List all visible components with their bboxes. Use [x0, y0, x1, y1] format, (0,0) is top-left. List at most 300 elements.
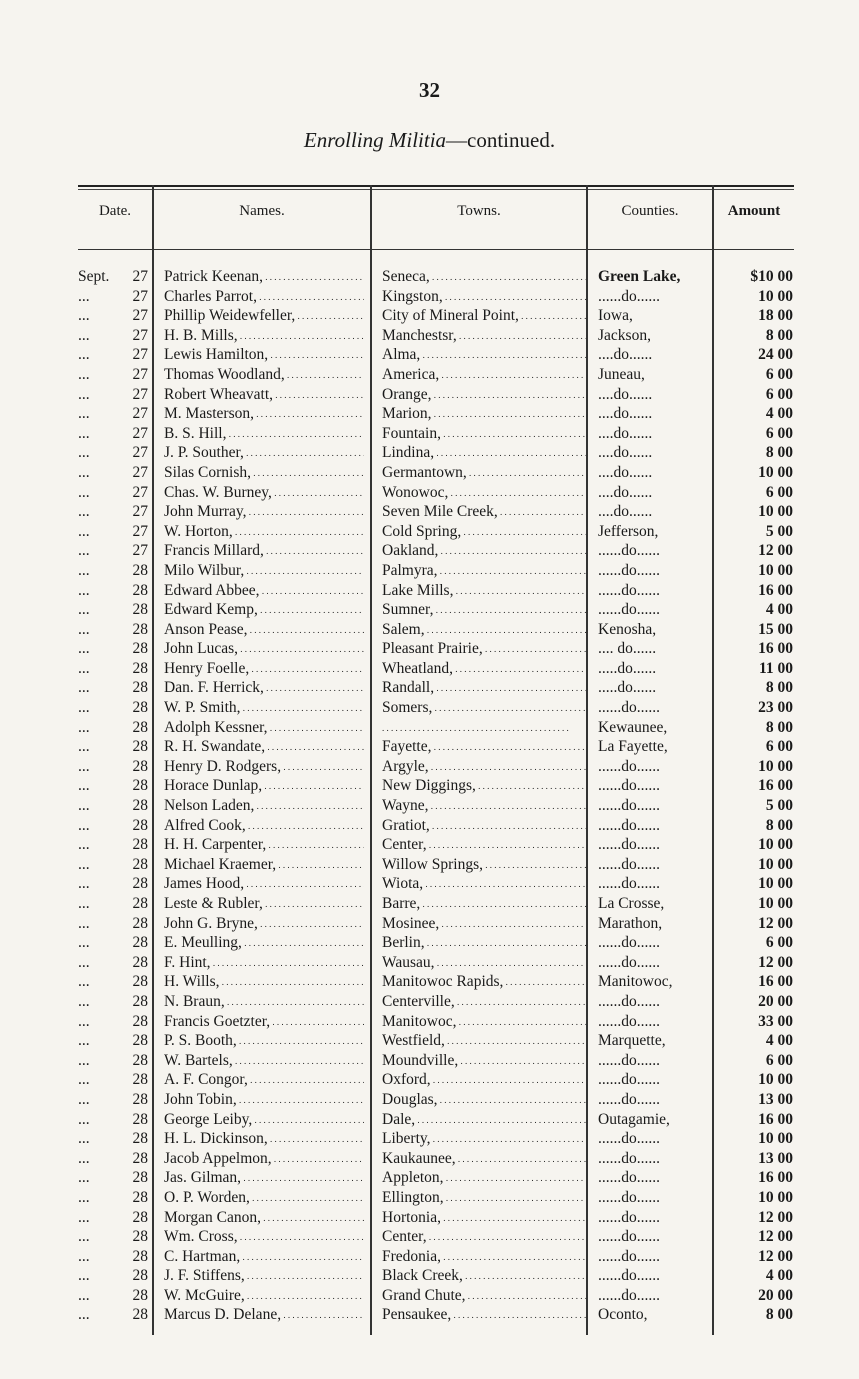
amount-cell: 8 00 — [765, 679, 793, 697]
table-row — [78, 1227, 794, 1247]
county-cell: Green Lake, — [598, 268, 681, 285]
town-cell: Oxford, . . . — [382, 1070, 586, 1091]
name-cell: Patrick Keenan, . . . — [164, 267, 364, 288]
name-cell: Leste & Rubler, . . . — [164, 894, 364, 915]
county-cell: ......do...... — [598, 777, 660, 795]
table-row — [78, 600, 794, 620]
date-day-cell: 28 — [132, 895, 148, 912]
date-day-cell: 28 — [132, 816, 148, 834]
county-cell: ......do...... — [598, 1267, 660, 1285]
amount-cell: 10 00 — [758, 757, 793, 775]
amount-cell: 16 00 — [758, 1169, 793, 1187]
county-cell: ......do...... — [598, 1247, 660, 1265]
town-cell: Grand Chute, . . . — [382, 1286, 586, 1307]
table-row — [78, 718, 794, 738]
amount-cell: 13 00 — [758, 1149, 793, 1167]
page-title-main: Enrolling Militia — [303, 128, 447, 152]
amount-cell: 10 00 — [758, 875, 793, 893]
county-cell: ....do...... — [598, 444, 653, 462]
date-day-cell: 28 — [132, 679, 148, 697]
amount-cell: 12 00 — [758, 1208, 793, 1226]
date-day-cell: 28 — [132, 1012, 148, 1030]
amount-cell: 4 00 — [765, 1032, 793, 1050]
name-cell: John G. Bryne, . . . — [164, 914, 364, 935]
date-month-cell: ... — [78, 718, 90, 736]
date-day-cell: 28 — [132, 992, 148, 1010]
county-cell: Jackson, — [598, 326, 651, 344]
date-day-cell: 27 — [132, 346, 148, 364]
date-month-cell: ... — [78, 1247, 90, 1265]
name-cell: Morgan Canon, . . . — [164, 1208, 364, 1229]
date-day-cell: 27 — [132, 287, 148, 305]
county-cell: ......do...... — [598, 1286, 660, 1304]
table-row — [78, 365, 794, 385]
county-cell: ......do...... — [598, 1208, 660, 1226]
date-day-cell: 27 — [132, 268, 148, 285]
county-cell: .....do...... — [598, 659, 657, 677]
date-day-cell: 28 — [132, 953, 148, 971]
date-month-cell: ... — [78, 797, 90, 815]
date-month-cell: ... — [78, 699, 90, 717]
name-cell: W. P. Smith, . . . — [164, 698, 364, 719]
name-cell: J. F. Stiffens, . . . — [164, 1266, 364, 1287]
amount-cell: 12 00 — [758, 914, 793, 932]
county-cell: ......do...... — [598, 581, 660, 599]
amount-cell: 10 00 — [758, 561, 793, 579]
town-cell: Ellington, . . . — [382, 1188, 586, 1209]
name-cell: James Hood, . . . — [164, 874, 364, 895]
name-cell: Wm. Cross, . . . — [164, 1227, 364, 1248]
amount-cell: 4 00 — [765, 405, 793, 423]
amount-cell: 6 00 — [765, 934, 793, 952]
amount-cell: 10 00 — [758, 1188, 793, 1206]
amount-cell: 11 00 — [758, 659, 793, 677]
county-cell: ......do...... — [598, 1051, 660, 1069]
date-day-cell: 28 — [132, 1149, 148, 1167]
date-month-cell: ... — [78, 1130, 90, 1148]
table-row — [78, 620, 794, 640]
date-day-cell: 28 — [132, 620, 148, 638]
date-month-cell: ... — [78, 522, 90, 540]
date-month-cell: ... — [78, 1306, 90, 1324]
date-day-cell: 28 — [132, 875, 148, 893]
town-cell: Pensaukee, . . . — [382, 1305, 586, 1326]
name-cell: Horace Dunlap, . . . — [164, 776, 364, 797]
town-cell: Lake Mills, . . . — [382, 581, 586, 602]
table-row — [78, 1247, 794, 1267]
date-day-cell: 27 — [132, 463, 148, 481]
amount-cell: 12 00 — [758, 953, 793, 971]
date-day-cell: 27 — [132, 385, 148, 403]
town-cell: Gratiot, . . . — [382, 816, 586, 837]
name-cell: M. Masterson, . . . — [164, 404, 364, 425]
amount-cell: 33 00 — [758, 1012, 793, 1030]
name-cell: Chas. W. Burney, . . . — [164, 483, 364, 504]
town-cell: America, . . . — [382, 365, 586, 386]
town-cell: Kaukaunee, . . . — [382, 1149, 586, 1170]
table-row — [78, 953, 794, 973]
town-cell: Randall, . . . — [382, 678, 586, 699]
town-cell: Germantown, . . . — [382, 463, 586, 484]
date-month-cell: ... — [78, 365, 90, 383]
town-cell: Palmyra, . . . — [382, 561, 586, 582]
page-number: 32 — [419, 78, 440, 102]
town-cell: Center, . . . — [382, 835, 586, 856]
name-cell: Phillip Weidewfeller, . . . — [164, 306, 364, 327]
county-cell: ......do...... — [598, 287, 660, 305]
amount-cell: 6 00 — [765, 1051, 793, 1069]
date-day-cell: 28 — [132, 640, 148, 658]
date-month-cell: ... — [78, 561, 90, 579]
amount-cell: 8 00 — [765, 326, 793, 344]
header-amount: Amount — [727, 203, 781, 219]
date-day-cell: 28 — [132, 1169, 148, 1187]
amount-cell: 18 00 — [758, 307, 793, 325]
date-month-cell: ... — [78, 816, 90, 834]
town-cell: Willow Springs, . . . — [382, 855, 586, 876]
date-month-cell: ... — [78, 738, 90, 756]
town-cell: Lindina, . . . — [382, 443, 586, 464]
date-month-cell: ... — [78, 307, 90, 325]
town-cell: Fountain, . . . — [382, 424, 586, 445]
date-month-cell: ... — [78, 1169, 90, 1187]
county-cell: ......do...... — [598, 1130, 660, 1148]
town-cell: Douglas, . . . — [382, 1090, 586, 1111]
table-top-rule — [78, 185, 794, 187]
town-cell: Black Creek, . . . — [382, 1266, 586, 1287]
header-date: Date. — [98, 203, 132, 219]
name-cell: John Tobin, . . . — [164, 1090, 364, 1111]
date-day-cell: 28 — [132, 973, 148, 991]
date-day-cell: 28 — [132, 1228, 148, 1246]
date-month-cell: ... — [78, 1012, 90, 1030]
date-month-cell: ... — [78, 914, 90, 932]
date-month-cell: ... — [78, 1208, 90, 1226]
name-cell: R. H. Swandate, . . . — [164, 737, 364, 758]
county-cell: ......do...... — [598, 1169, 660, 1187]
amount-cell: 10 00 — [758, 1130, 793, 1148]
table-row — [78, 698, 794, 718]
date-month-cell: ... — [78, 581, 90, 599]
page-title — [0, 128, 859, 153]
table-row — [78, 639, 794, 659]
amount-cell: 5 00 — [765, 797, 793, 815]
table-row — [78, 659, 794, 679]
date-day-cell: 28 — [132, 1286, 148, 1304]
name-cell: Charles Parrot, . . . — [164, 287, 364, 308]
date-day-cell: 28 — [132, 855, 148, 873]
amount-cell: 6 00 — [765, 365, 793, 383]
amount-cell: 16 00 — [758, 581, 793, 599]
amount-cell: 13 00 — [758, 1090, 793, 1108]
amount-cell: 10 00 — [758, 463, 793, 481]
name-cell: Marcus D. Delane, . . . — [164, 1305, 364, 1326]
date-month-cell: ... — [78, 934, 90, 952]
name-cell: N. Braun, . . . — [164, 992, 364, 1013]
ledger-table — [78, 185, 794, 1335]
county-cell: .... do...... — [598, 640, 657, 658]
table-row — [78, 855, 794, 875]
county-cell: Kenosha, — [598, 620, 657, 638]
date-month-cell: ... — [78, 855, 90, 873]
date-month-cell: ... — [78, 1267, 90, 1285]
amount-cell: 10 00 — [758, 1071, 793, 1089]
date-day-cell: 27 — [132, 483, 148, 501]
town-cell: Somers, . . . — [382, 698, 586, 719]
town-cell: Dale, . . . — [382, 1110, 586, 1131]
name-cell: C. Hartman, . . . — [164, 1247, 364, 1268]
date-month-cell: ... — [78, 385, 90, 403]
date-month-cell: ... — [78, 424, 90, 442]
amount-cell: 23 00 — [758, 699, 793, 717]
table-row — [78, 1070, 794, 1090]
table-row — [78, 581, 794, 601]
name-cell: F. Hint, . . . — [164, 953, 364, 974]
town-cell: Manitowoc, . . . — [382, 1012, 586, 1033]
amount-cell: 12 00 — [758, 1247, 793, 1265]
town-cell: Fredonia, . . . — [382, 1247, 586, 1268]
county-cell: ......do...... — [598, 1149, 660, 1167]
date-day-cell: 27 — [132, 405, 148, 423]
amount-cell: 6 00 — [765, 738, 793, 756]
name-cell: W. Bartels, . . . — [164, 1051, 364, 1072]
county-cell: ......do...... — [598, 934, 660, 952]
amount-cell: 10 00 — [758, 855, 793, 873]
town-cell: Alma, . . . — [382, 345, 586, 366]
town-cell: Hortonia, . . . — [382, 1208, 586, 1229]
name-cell: E. Meulling, . . . — [164, 933, 364, 954]
town-cell: Orange, . . . — [382, 385, 586, 406]
date-month-cell: ... — [78, 777, 90, 795]
county-cell: Iowa, — [598, 307, 633, 325]
header-names: Names. — [239, 203, 285, 219]
name-cell: J. P. Souther, . . . — [164, 443, 364, 464]
date-day-cell: 28 — [132, 699, 148, 717]
amount-cell: 12 00 — [758, 1228, 793, 1246]
name-cell: Adolph Kessner, . . . — [164, 718, 364, 739]
date-month-cell: ... — [78, 620, 90, 638]
county-cell: ......do...... — [598, 816, 660, 834]
date-day-cell: 28 — [132, 797, 148, 815]
name-cell: Edward Kemp, . . . — [164, 600, 364, 621]
name-cell: Jacob Appelmon, . . . — [164, 1149, 364, 1170]
date-day-cell: 28 — [132, 914, 148, 932]
date-day-cell: 27 — [132, 542, 148, 560]
table-row — [78, 345, 794, 365]
date-day-cell: 28 — [132, 836, 148, 854]
date-day-cell: 28 — [132, 581, 148, 599]
table-row — [78, 1012, 794, 1032]
amount-cell: 6 00 — [765, 424, 793, 442]
county-cell: ......do...... — [598, 992, 660, 1010]
date-day-cell: 27 — [132, 444, 148, 462]
date-month-cell: ... — [78, 659, 90, 677]
county-cell: ....do...... — [598, 346, 653, 364]
name-cell: Jas. Gilman, . . . — [164, 1168, 364, 1189]
town-cell: Center, . . . — [382, 1227, 586, 1248]
town-cell: Seven Mile Creek, . . . — [382, 502, 586, 523]
table-row — [78, 267, 794, 287]
amount-cell: 6 00 — [765, 483, 793, 501]
town-cell: Marion, . . . — [382, 404, 586, 425]
name-cell: W. Horton, . . . — [164, 522, 364, 543]
town-cell: Sumner, . . . — [382, 600, 586, 621]
name-cell: P. S. Booth, . . . — [164, 1031, 364, 1052]
town-cell: Mosinee, . . . — [382, 914, 586, 935]
amount-cell: 10 00 — [758, 287, 793, 305]
county-cell: ......do...... — [598, 1228, 660, 1246]
county-cell: ......do...... — [598, 797, 660, 815]
table-row — [78, 483, 794, 503]
table-row — [78, 835, 794, 855]
date-day-cell: 28 — [132, 718, 148, 736]
table-body — [78, 267, 794, 1325]
table-row — [78, 404, 794, 424]
date-day-cell: 28 — [132, 1306, 148, 1324]
table-row — [78, 894, 794, 914]
county-cell: Jefferson, — [598, 522, 659, 540]
town-cell: New Diggings, . . . — [382, 776, 586, 797]
amount-cell: $10 00 — [750, 268, 793, 285]
table-row — [78, 287, 794, 307]
table-row — [78, 933, 794, 953]
name-cell: Silas Cornish, . . . — [164, 463, 364, 484]
date-day-cell: 28 — [132, 1247, 148, 1265]
table-row — [78, 1168, 794, 1188]
town-cell: Westfield, . . . — [382, 1031, 586, 1052]
date-day-cell: 28 — [132, 1110, 148, 1128]
date-month-cell: ... — [78, 757, 90, 775]
town-cell — [382, 718, 586, 739]
county-cell: Manitowoc, — [598, 973, 673, 991]
table-row — [78, 678, 794, 698]
date-month-cell: ... — [78, 1110, 90, 1128]
town-cell: Oakland, . . . — [382, 541, 586, 562]
date-month-cell: ... — [78, 953, 90, 971]
amount-cell: 8 00 — [765, 1306, 793, 1324]
table-row — [78, 1208, 794, 1228]
county-cell: ......do...... — [598, 1090, 660, 1108]
county-cell: ......do...... — [598, 1071, 660, 1089]
amount-cell: 24 00 — [758, 346, 793, 364]
name-cell: Edward Abbee, . . . — [164, 581, 364, 602]
name-cell: Lewis Hamilton, . . . — [164, 345, 364, 366]
table-row — [78, 1188, 794, 1208]
table-row — [78, 1266, 794, 1286]
table-row — [78, 1110, 794, 1130]
county-cell: ......do...... — [598, 836, 660, 854]
name-cell: John Murray, . . . — [164, 502, 364, 523]
amount-cell: 16 00 — [758, 640, 793, 658]
town-cell: Seneca, . . . — [382, 267, 586, 288]
town-cell: Manitowoc Rapids, . . . — [382, 972, 586, 993]
table-row — [78, 541, 794, 561]
table-row — [78, 972, 794, 992]
header-rule — [78, 249, 794, 250]
town-cell: Barre, . . . — [382, 894, 586, 915]
amount-cell: 5 00 — [765, 522, 793, 540]
date-month-cell: ... — [78, 992, 90, 1010]
county-cell: ......do...... — [598, 953, 660, 971]
town-cell: Liberty, . . . — [382, 1129, 586, 1150]
table-row — [78, 443, 794, 463]
date-month-cell: ... — [78, 444, 90, 462]
county-cell: Marquette, — [598, 1032, 666, 1050]
date-day-cell: 28 — [132, 659, 148, 677]
name-cell: H. Wills, . . . — [164, 972, 364, 993]
date-month-cell: ... — [78, 1228, 90, 1246]
date-month-cell: ... — [78, 973, 90, 991]
town-cell: Wausau, . . . — [382, 953, 586, 974]
date-month-cell: ... — [78, 1149, 90, 1167]
table-row — [78, 326, 794, 346]
name-cell: H. B. Mills, . . . — [164, 326, 364, 347]
name-cell: O. P. Worden, . . . — [164, 1188, 364, 1209]
county-cell: ......do...... — [598, 542, 660, 560]
county-cell: Kewaunee, — [598, 718, 668, 736]
date-day-cell: 28 — [132, 934, 148, 952]
county-cell: .....do...... — [598, 679, 657, 697]
name-cell: Thomas Woodland, . . . — [164, 365, 364, 386]
amount-cell: 8 00 — [765, 444, 793, 462]
table-row — [78, 424, 794, 444]
name-cell: Robert Wheavatt, . . . — [164, 385, 364, 406]
table-row — [78, 776, 794, 796]
amount-cell: 16 00 — [758, 777, 793, 795]
county-cell: Marathon, — [598, 914, 663, 932]
county-cell: La Crosse, — [598, 895, 665, 912]
county-cell: ....do...... — [598, 405, 653, 423]
date-month-cell: ... — [78, 326, 90, 344]
date-day-cell: 28 — [132, 601, 148, 619]
date-day-cell: 28 — [132, 1267, 148, 1285]
town-cell: Salem, . . . — [382, 620, 586, 641]
table-row — [78, 757, 794, 777]
amount-cell: 10 00 — [758, 503, 793, 521]
table-row — [78, 1149, 794, 1169]
date-day-cell: 28 — [132, 777, 148, 795]
county-cell: ......do...... — [598, 699, 660, 717]
name-cell: B. S. Hill, . . . — [164, 424, 364, 445]
county-cell: ....do...... — [598, 483, 653, 501]
table-row — [78, 1090, 794, 1110]
date-month-cell: ... — [78, 1090, 90, 1108]
header-counties: Counties. — [621, 203, 679, 219]
date-month-cell: ... — [78, 1051, 90, 1069]
date-day-cell: 27 — [132, 503, 148, 521]
name-cell: Henry Foelle, . . . — [164, 659, 364, 680]
amount-cell: 6 00 — [765, 385, 793, 403]
date-month-cell: ... — [78, 346, 90, 364]
date-month-cell: ... — [78, 1071, 90, 1089]
name-cell: Alfred Cook, . . . — [164, 816, 364, 837]
name-cell: H. H. Carpenter, . . . — [164, 835, 364, 856]
table-row — [78, 1051, 794, 1071]
town-cell: Wheatland, . . . — [382, 659, 586, 680]
table-row — [78, 561, 794, 581]
county-cell: ....do...... — [598, 385, 653, 403]
amount-cell: 10 00 — [758, 836, 793, 854]
town-cell: Wonowoc, . . . — [382, 483, 586, 504]
amount-cell: 15 00 — [758, 620, 793, 638]
date-day-cell: 27 — [132, 307, 148, 325]
county-cell: ....do...... — [598, 463, 653, 481]
date-day-cell: 27 — [132, 424, 148, 442]
amount-cell: 12 00 — [758, 542, 793, 560]
table-row — [78, 874, 794, 894]
date-day-cell: 28 — [132, 738, 148, 756]
county-cell: ......do...... — [598, 875, 660, 893]
